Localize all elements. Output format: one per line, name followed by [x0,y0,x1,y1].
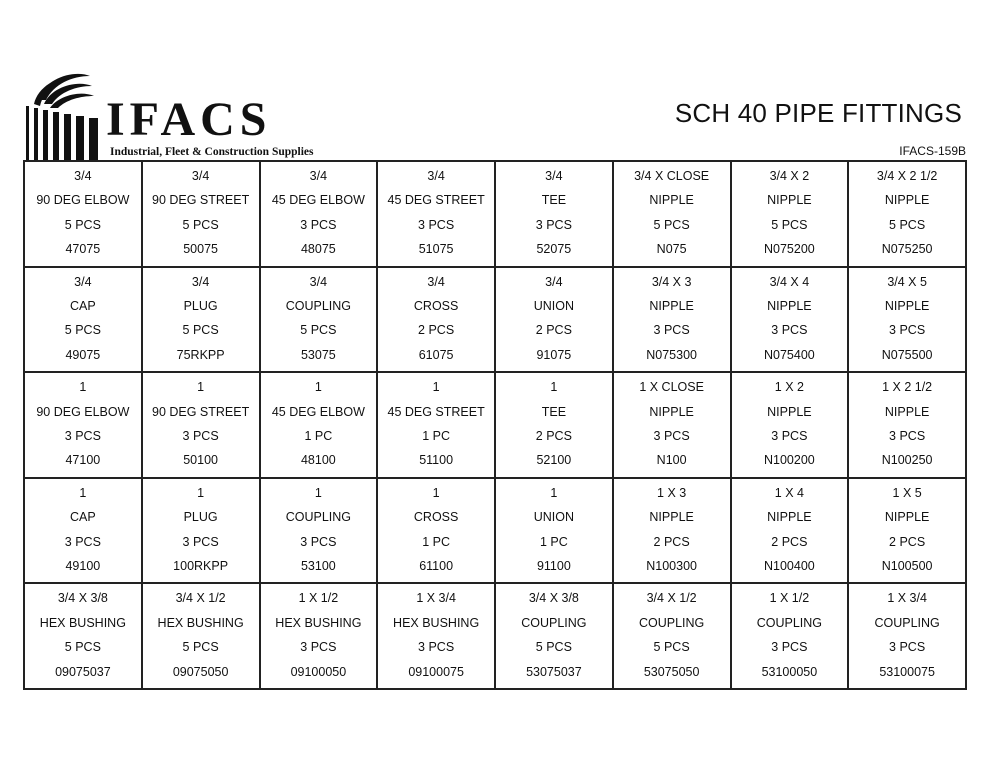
fitting-cell [261,479,379,585]
fitting-cell [25,162,143,268]
fitting-type: CROSS [413,298,459,313]
fitting-size: 1 [197,380,205,395]
fitting-qty: 1 PC [422,428,451,443]
fitting-part: 50100 [183,453,218,468]
fitting-part: 100RKPP [173,558,229,573]
fitting-type: TEE [541,404,567,419]
fitting-cell [143,584,261,690]
fitting-part: 52100 [536,453,572,468]
fitting-type: 90 DEG ELBOW [36,193,130,208]
fitting-size: 3/4 [74,168,92,183]
fitting-part: N075 [656,242,687,257]
fitting-size: 3/4 [74,274,92,289]
fitting-qty: 3 PCS [182,428,219,443]
fitting-size: 1 [432,380,440,395]
fitting-cell [849,373,967,479]
fitting-part: 47100 [65,453,101,468]
fitting-part: 61075 [418,347,454,362]
fitting-part: 09075037 [55,664,111,679]
fitting-part: N100400 [764,558,815,573]
fitting-type: CROSS [413,510,459,525]
fitting-qty: 2 PCS [771,534,808,549]
fitting-cell [732,268,850,374]
fitting-size: 1 [79,380,87,395]
fitting-size: 1 X 3 [657,485,687,500]
fitting-size: 3/4 X CLOSE [634,168,710,183]
fitting-qty: 3 PCS [771,323,808,338]
fitting-cell [496,584,614,690]
fitting-type: NIPPLE [767,510,812,525]
fitting-type: NIPPLE [767,193,812,208]
fitting-part: N075300 [646,347,697,362]
fitting-cell [25,479,143,585]
fitting-size: 1 [197,485,205,500]
fitting-size: 3/4 X 3 [651,274,692,289]
fitting-qty: 5 PCS [64,323,101,338]
fitting-part: 49100 [65,558,101,573]
fitting-part: 53100050 [761,664,818,679]
fitting-qty: 3 PCS [64,428,101,443]
fitting-qty: 3 PCS [418,217,455,232]
fitting-type: NIPPLE [767,298,812,313]
fitting-part: 53075037 [526,664,582,679]
fitting-type: COUPLING [521,615,587,630]
company-logo [24,66,324,162]
page-title: SCH 40 PIPE FITTINGS [674,98,962,128]
fitting-cell [614,584,732,690]
fitting-qty: 2 PCS [653,534,690,549]
fitting-qty: 5 PCS [182,640,219,655]
fitting-part: 53100 [300,558,336,573]
fitting-part: 51100 [419,453,454,468]
fitting-part: 09100050 [290,664,347,679]
fitting-size: 1 [432,485,440,500]
fitting-cell [614,268,732,374]
logo-name: IFACS [106,93,272,146]
fitting-size: 3/4 [545,274,563,289]
fitting-qty: 5 PCS [64,217,101,232]
fitting-cell [849,479,967,585]
fitting-size: 3/4 X 1/2 [646,591,697,606]
fitting-type: UNION [533,298,575,313]
fitting-size: 1 X 1/2 [298,591,339,606]
fitting-cell [732,373,850,479]
fitting-type: COUPLING [874,615,940,630]
fitting-type: NIPPLE [649,193,694,208]
fitting-type: 45 DEG ELBOW [271,404,365,419]
fitting-type: NIPPLE [649,510,694,525]
fitting-type: NIPPLE [884,404,930,419]
fitting-size: 3/4 [191,168,210,183]
fitting-type: HEX BUSHING [275,615,362,630]
fitting-size: 3/4 X 2 [769,168,810,183]
fitting-qty: 3 PCS [64,534,101,549]
fitting-cell [143,479,261,585]
fitting-part: 09100075 [408,664,464,679]
fitting-type: UNION [533,510,575,525]
fitting-qty: 3 PCS [300,534,337,549]
fitting-qty: 5 PCS [182,323,219,338]
fitting-part: N075200 [764,242,815,257]
fitting-cell [732,584,850,690]
fitting-size: 1 X 2 1/2 [882,380,933,395]
fitting-cell [25,268,143,374]
fitting-part: 09075050 [172,664,229,679]
logo-tagline: Industrial, Fleet & Construction Supplies [110,146,314,158]
fitting-cell [614,162,732,268]
fitting-cell [496,373,614,479]
fitting-cell [614,373,732,479]
fitting-size: 1 X 4 [774,485,804,500]
fitting-qty: 2 PCS [889,534,926,549]
fitting-type: NIPPLE [884,298,930,313]
fitting-type: HEX BUSHING [393,615,480,630]
fitting-part: N075250 [881,242,933,257]
fitting-part: 49075 [65,347,101,362]
fitting-type: HEX BUSHING [39,615,126,630]
fitting-cell [614,479,732,585]
fitting-type: COUPLING [756,615,823,630]
fitting-cell [732,162,850,268]
fitting-part: 53100075 [879,664,935,679]
fitting-size: 3/4 [545,168,563,183]
fitting-qty: 1 PC [539,534,568,549]
fitting-type: PLUG [183,510,218,525]
fitting-size: 1 X 5 [892,485,922,500]
fitting-cell [378,373,496,479]
fitting-cell [496,162,614,268]
fitting-qty: 2 PCS [535,323,572,338]
fitting-type: TEE [541,193,567,208]
fitting-cell [496,479,614,585]
fitting-size: 1 X 2 [774,380,804,395]
fitting-size: 1 X 1/2 [769,591,810,606]
fitting-cell [261,373,379,479]
fitting-type: 90 DEG STREET [152,193,250,208]
fitting-qty: 5 PCS [64,640,101,655]
fitting-qty: 3 PCS [653,323,690,338]
fitting-size: 1 [550,380,558,395]
fitting-cell [261,162,379,268]
fitting-qty: 5 PCS [535,640,572,655]
fitting-part: 61100 [419,558,454,573]
fitting-qty: 3 PCS [889,323,926,338]
fitting-cell [496,268,614,374]
fitting-qty: 3 PCS [535,217,572,232]
fitting-qty: 3 PCS [300,217,337,232]
fitting-qty: 3 PCS [771,428,808,443]
fitting-size: 3/4 [191,274,210,289]
fitting-part: 91075 [536,347,572,362]
fitting-qty: 5 PCS [300,323,337,338]
fitting-type: PLUG [183,298,218,313]
fitting-size: 1 X CLOSE [639,380,704,395]
fitting-part: N100 [656,453,687,468]
fitting-qty: 5 PCS [653,217,690,232]
fitting-cell [849,162,967,268]
fitting-size: 3/4 X 3/8 [57,591,108,606]
fitting-type: 45 DEG STREET [387,193,485,208]
fitting-part: N075500 [881,347,933,362]
fitting-size: 3/4 X 1/2 [175,591,226,606]
fitting-part: N100200 [764,453,815,468]
fitting-type: CAP [70,510,96,525]
fitting-cell [261,268,379,374]
fitting-part: 51075 [418,242,454,257]
fitting-type: NIPPLE [649,404,694,419]
fittings-grid [23,160,967,690]
fitting-cell [143,373,261,479]
fitting-qty: 3 PCS [889,640,926,655]
fitting-size: 3/4 [427,274,445,289]
fitting-type: 90 DEG STREET [152,404,250,419]
fitting-size: 1 X 3/4 [416,591,456,606]
fitting-size: 3/4 X 4 [769,274,810,289]
fitting-part: N075400 [764,347,815,362]
fitting-cell [25,584,143,690]
fitting-size: 3/4 X 3/8 [528,591,579,606]
fitting-part: 48100 [300,453,336,468]
fitting-cell [849,268,967,374]
fitting-type: COUPLING [285,298,352,313]
fitting-size: 1 [314,485,322,500]
fitting-qty: 5 PCS [889,217,926,232]
fitting-cell [378,584,496,690]
fitting-qty: 1 PC [422,534,451,549]
fitting-type: NIPPLE [884,510,930,525]
fitting-part: 52075 [536,242,572,257]
fitting-type: COUPLING [285,510,352,525]
fitting-type: 90 DEG ELBOW [36,404,130,419]
fitting-qty: 1 PC [304,428,333,443]
fitting-part: 91100 [536,558,571,573]
fitting-type: 45 DEG STREET [387,404,485,419]
fitting-size: 1 [79,485,87,500]
fitting-size: 1 X 3/4 [887,591,927,606]
fitting-part: 48075 [300,242,336,257]
fitting-cell [143,162,261,268]
fitting-qty: 3 PCS [418,640,455,655]
fitting-size: 3/4 [309,274,328,289]
fitting-qty: 3 PCS [300,640,337,655]
fitting-type: CAP [70,298,96,313]
fitting-type: 45 DEG ELBOW [271,193,365,208]
fitting-qty: 3 PCS [771,640,808,655]
fitting-cell [25,373,143,479]
fitting-qty: 3 PCS [889,428,926,443]
logo-swoosh-icon [24,66,108,162]
fitting-part: N100500 [881,558,933,573]
fitting-qty: 5 PCS [771,217,808,232]
fitting-qty: 5 PCS [182,217,219,232]
fitting-qty: 2 PCS [535,428,572,443]
fitting-cell [849,584,967,690]
fitting-size: 3/4 [427,168,445,183]
fitting-size: 3/4 [309,168,328,183]
fitting-part: 47075 [65,242,101,257]
fitting-type: HEX BUSHING [157,615,244,630]
fitting-size: 1 [550,485,558,500]
fitting-cell [143,268,261,374]
fitting-qty: 3 PCS [653,428,690,443]
fitting-type: NIPPLE [884,193,930,208]
fitting-cell [378,268,496,374]
fitting-type: NIPPLE [767,404,812,419]
fitting-part: 53075050 [643,664,700,679]
fitting-type: COUPLING [638,615,705,630]
fitting-part: N100250 [881,453,933,468]
fitting-qty: 5 PCS [653,640,690,655]
fitting-type: NIPPLE [649,298,694,313]
fitting-part: 50075 [183,242,218,257]
fitting-part: N100300 [646,558,697,573]
document-code: IFACS-159B [899,144,966,158]
fitting-size: 3/4 X 5 [887,274,927,289]
fitting-cell [261,584,379,690]
fitting-qty: 3 PCS [182,534,219,549]
fitting-cell [378,162,496,268]
fitting-cell [378,479,496,585]
fitting-part: 75RKPP [176,347,225,362]
fitting-cell [732,479,850,585]
fitting-qty: 2 PCS [418,323,455,338]
fitting-size: 3/4 X 2 1/2 [876,168,938,183]
fitting-size: 1 [314,380,322,395]
fitting-part: 53075 [300,347,336,362]
